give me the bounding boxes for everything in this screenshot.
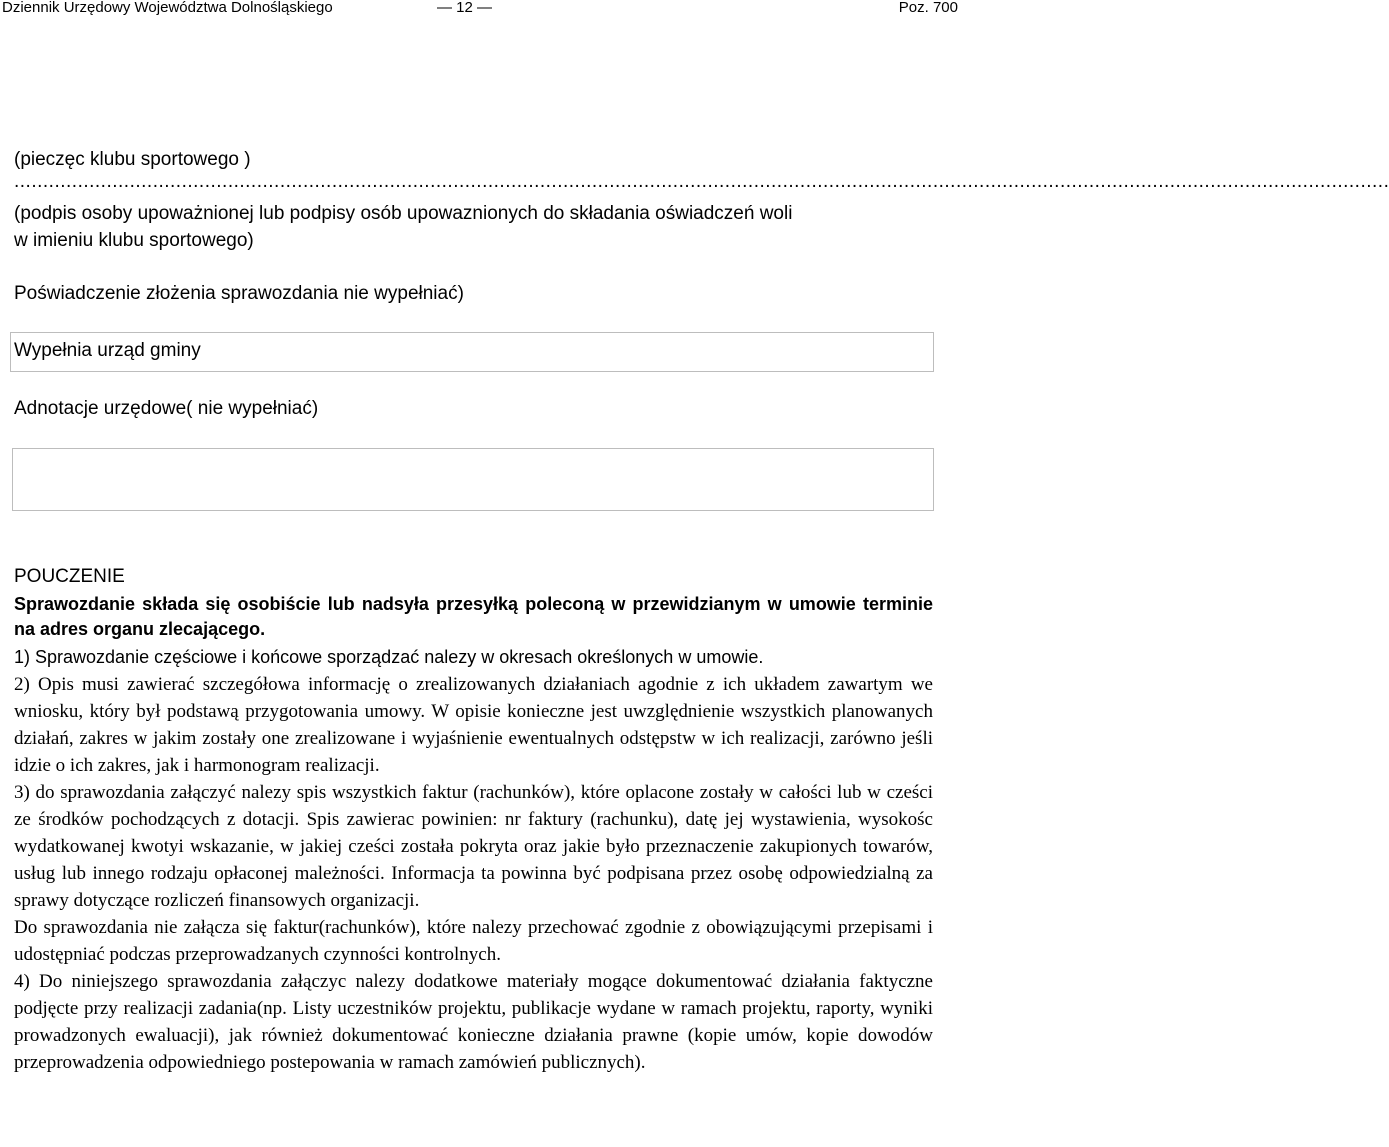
instructions-section xyxy=(14,562,933,1076)
instruction-item-3: 3) do sprawozdania załączyć nalezy spis wszystkich faktur (rachunków), które oplacone zostały w całości lub w cześci ze środków pochodzących z dotacji. Spis zawierac powinien: nr faktury (rachunku), datę jej wystawienia, wysokośc wydatkowanej kwotyi wskazanie, w jakiej cześci została pokryta oraz jakie było przeznaczenie zakupionych towarów, usług lub innego rodzaju opłaconej mależności. Informacja ta powinna być podpisana przez osobę odpowiedzialną za sprawy dotyczące rozliczeń finansowych organizacji. xyxy=(14,782,933,911)
annotations-label: Adnotacje urzędowe( nie wypełniać) xyxy=(14,398,319,419)
item-position: Poz. 700 xyxy=(898,0,958,16)
journal-title: Dziennik Urzędowy Województwa Dolnośląskiego xyxy=(2,0,333,16)
instructions-bold-text: Sprawozdanie składa się osobiście lub nadsyła przesyłką poleconą w przewidzianym w umowie terminie na adres organu zlecającego. xyxy=(14,594,933,639)
page-header xyxy=(0,0,960,19)
signature-label-line2: w imieniu klubu sportowego) xyxy=(14,230,254,251)
annotations-box xyxy=(12,448,934,511)
signature-dotted-line: .............................................................................................................................................................................................................................................. xyxy=(14,171,1389,192)
instruction-item-3b: Do sprawozdania nie załącza się faktur(rachunków), które nalezy przechować zgodnie z obowiązującymi przepisami i udostępniać podczas przeprowadzanych czynności kontrolnych. xyxy=(14,917,933,965)
stamp-label: (pieczęc klubu sportowego ) xyxy=(14,149,251,170)
instruction-item-2: 2) Opis musi zawierać szczegółowa informację o zrealizowanych działaniach agodnie z ich układem zawartym we wniosku, który był podstawą przygotowania umowy. W opisie konieczne jest uwzględnienie wszystkich planowanych działań, zakres w jakim zostały one zrealizowane i wyjaśnienie ewentualnych odstępstw w ich realizacji, zarówno jeśli idzie o ich zakres, jak i harmonogram realizacji. xyxy=(14,674,933,776)
instruction-item-4: 4) Do niniejszego sprawozdania załączyc nalezy dodatkowe materiały mogące dokumentować działania faktyczne podjęcte przy realizacji zadania(np. Listy uczestników projektu, publikacje wydane w ramach projektu, raporty, wyniki prowadzonych ewaluacji), jak również dokumentować konieczne działania prawne (kopie umów, kopie dowodów przeprowadzenia odpowiedniego postepowania w ramach zamówień publicznych). xyxy=(14,971,933,1073)
signature-label-line1: (podpis osoby upoważnionej lub podpisy osób upowaznionych do składania oświadczeń woli xyxy=(14,203,793,224)
page-number: — 12 — xyxy=(437,0,493,16)
instructions-title: POUCZENIE xyxy=(14,566,125,587)
instruction-item-1: 1) Sprawozdanie częściowe i końcowe sporządzać nalezy w okresach określonych w umowie. xyxy=(14,647,764,667)
confirmation-label: Poświadczenie złożenia sprawozdania nie wypełniać) xyxy=(14,283,464,304)
office-label: Wypełnia urząd gminy xyxy=(14,340,201,361)
